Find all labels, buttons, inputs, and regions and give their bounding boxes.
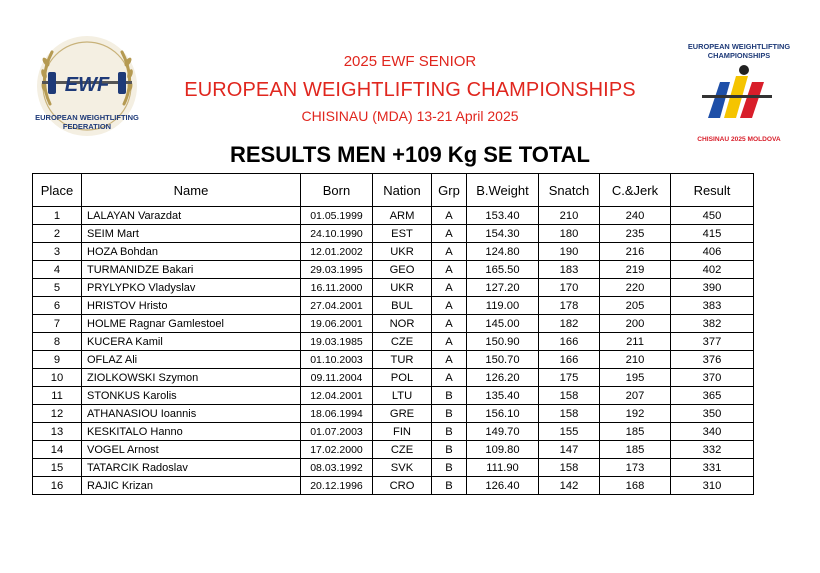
table-header-row	[33, 174, 754, 207]
place-cell: 7	[33, 315, 82, 333]
table-row	[33, 225, 754, 243]
place-cell: 15	[33, 459, 82, 477]
result-cell: 370	[671, 369, 754, 387]
clean-jerk-cell: 220	[600, 279, 671, 297]
name-cell: PRYLYPKO Vladyslav	[82, 279, 301, 297]
clean-jerk-cell: 192	[600, 405, 671, 423]
clean-jerk-cell: 185	[600, 441, 671, 459]
championships-logo-icon	[680, 40, 798, 148]
bodyweight-cell: 149.70	[467, 423, 539, 441]
nation-cell: SVK	[373, 459, 432, 477]
name-cell: VOGEL Arnost	[82, 441, 301, 459]
name-cell: LALAYAN Varazdat	[82, 207, 301, 225]
column-header: C.&Jerk	[600, 174, 671, 207]
table-row	[33, 297, 754, 315]
bodyweight-cell: 154.30	[467, 225, 539, 243]
place-cell: 12	[33, 405, 82, 423]
column-header: Name	[82, 174, 301, 207]
group-cell: B	[432, 423, 467, 441]
born-cell: 09.11.2004	[301, 369, 373, 387]
clean-jerk-cell: 168	[600, 477, 671, 495]
born-cell: 27.04.2001	[301, 297, 373, 315]
result-cell: 365	[671, 387, 754, 405]
bodyweight-cell: 119.00	[467, 297, 539, 315]
snatch-cell: 183	[539, 261, 600, 279]
born-cell: 20.12.1996	[301, 477, 373, 495]
snatch-cell: 190	[539, 243, 600, 261]
group-cell: A	[432, 351, 467, 369]
group-cell: A	[432, 333, 467, 351]
nation-cell: TUR	[373, 351, 432, 369]
table-row	[33, 441, 754, 459]
clean-jerk-cell: 219	[600, 261, 671, 279]
nation-cell: FIN	[373, 423, 432, 441]
nation-cell: LTU	[373, 387, 432, 405]
group-cell: A	[432, 261, 467, 279]
bodyweight-cell: 127.20	[467, 279, 539, 297]
name-cell: KUCERA Kamil	[82, 333, 301, 351]
table-row	[33, 387, 754, 405]
bodyweight-cell: 153.40	[467, 207, 539, 225]
nation-cell: POL	[373, 369, 432, 387]
results-table	[32, 173, 754, 495]
snatch-cell: 158	[539, 405, 600, 423]
table-body	[33, 207, 754, 495]
result-cell: 332	[671, 441, 754, 459]
snatch-cell: 182	[539, 315, 600, 333]
born-cell: 16.11.2000	[301, 279, 373, 297]
born-cell: 19.03.1985	[301, 333, 373, 351]
bodyweight-cell: 111.90	[467, 459, 539, 477]
clean-jerk-cell: 240	[600, 207, 671, 225]
nation-cell: EST	[373, 225, 432, 243]
nation-cell: NOR	[373, 315, 432, 333]
name-cell: ATHANASIOU Ioannis	[82, 405, 301, 423]
group-cell: A	[432, 225, 467, 243]
nation-cell: CRO	[373, 477, 432, 495]
table-row	[33, 369, 754, 387]
table-row	[33, 477, 754, 495]
group-cell: A	[432, 207, 467, 225]
svg-text:EUROPEAN WEIGHTLIFTING: EUROPEAN WEIGHTLIFTING	[35, 113, 139, 122]
group-cell: A	[432, 315, 467, 333]
clean-jerk-cell: 235	[600, 225, 671, 243]
place-cell: 14	[33, 441, 82, 459]
bodyweight-cell: 150.90	[467, 333, 539, 351]
result-cell: 376	[671, 351, 754, 369]
table-row	[33, 261, 754, 279]
snatch-cell: 155	[539, 423, 600, 441]
clean-jerk-cell: 210	[600, 351, 671, 369]
bodyweight-cell: 126.20	[467, 369, 539, 387]
born-cell: 29.03.1995	[301, 261, 373, 279]
snatch-cell: 166	[539, 333, 600, 351]
born-cell: 18.06.1994	[301, 405, 373, 423]
clean-jerk-cell: 207	[600, 387, 671, 405]
table-row	[33, 243, 754, 261]
bodyweight-cell: 165.50	[467, 261, 539, 279]
born-cell: 24.10.1990	[301, 225, 373, 243]
place-cell: 1	[33, 207, 82, 225]
event-title: EUROPEAN WEIGHTLIFTING CHAMPIONSHIPS	[184, 79, 636, 101]
clean-jerk-cell: 200	[600, 315, 671, 333]
name-cell: RAJIC Krizan	[82, 477, 301, 495]
table-row	[33, 207, 754, 225]
place-cell: 10	[33, 369, 82, 387]
group-cell: B	[432, 387, 467, 405]
column-header: Grp	[432, 174, 467, 207]
event-subtitle: 2025 EWF SENIOR	[343, 53, 477, 70]
born-cell: 17.02.2000	[301, 441, 373, 459]
snatch-cell: 147	[539, 441, 600, 459]
table-row	[33, 315, 754, 333]
name-cell: KESKITALO Hanno	[82, 423, 301, 441]
group-cell: A	[432, 297, 467, 315]
group-cell: B	[432, 405, 467, 423]
snatch-cell: 158	[539, 387, 600, 405]
svg-text:EWF: EWF	[64, 74, 110, 96]
bodyweight-cell: 126.40	[467, 477, 539, 495]
name-cell: HRISTOV Hristo	[82, 297, 301, 315]
group-cell: A	[432, 279, 467, 297]
result-cell: 350	[671, 405, 754, 423]
born-cell: 01.07.2003	[301, 423, 373, 441]
bodyweight-cell: 156.10	[467, 405, 539, 423]
svg-text:CHISINAU 2025 MOLDOVA: CHISINAU 2025 MOLDOVA	[697, 136, 781, 143]
born-cell: 19.06.2001	[301, 315, 373, 333]
ewf-logo-icon	[28, 34, 146, 144]
bodyweight-cell: 135.40	[467, 387, 539, 405]
table-row	[33, 405, 754, 423]
born-cell: 01.10.2003	[301, 351, 373, 369]
clean-jerk-cell: 205	[600, 297, 671, 315]
table-row	[33, 279, 754, 297]
place-cell: 2	[33, 225, 82, 243]
result-cell: 415	[671, 225, 754, 243]
place-cell: 3	[33, 243, 82, 261]
born-cell: 12.04.2001	[301, 387, 373, 405]
table-row	[33, 423, 754, 441]
bodyweight-cell: 109.80	[467, 441, 539, 459]
group-cell: B	[432, 477, 467, 495]
column-header: Nation	[373, 174, 432, 207]
nation-cell: CZE	[373, 333, 432, 351]
column-header: Result	[671, 174, 754, 207]
clean-jerk-cell: 216	[600, 243, 671, 261]
result-cell: 402	[671, 261, 754, 279]
clean-jerk-cell: 211	[600, 333, 671, 351]
snatch-cell: 158	[539, 459, 600, 477]
name-cell: SEIM Mart	[82, 225, 301, 243]
snatch-cell: 175	[539, 369, 600, 387]
place-cell: 6	[33, 297, 82, 315]
column-header: B.Weight	[467, 174, 539, 207]
result-cell: 340	[671, 423, 754, 441]
snatch-cell: 180	[539, 225, 600, 243]
name-cell: HOLME Ragnar Gamlestoel	[82, 315, 301, 333]
table-row	[33, 459, 754, 477]
table-row	[33, 351, 754, 369]
nation-cell: UKR	[373, 279, 432, 297]
name-cell: HOZA Bohdan	[82, 243, 301, 261]
svg-text:CHAMPIONSHIPS: CHAMPIONSHIPS	[707, 51, 771, 60]
nation-cell: UKR	[373, 243, 432, 261]
snatch-cell: 178	[539, 297, 600, 315]
bodyweight-cell: 124.80	[467, 243, 539, 261]
name-cell: ZIOLKOWSKI Szymon	[82, 369, 301, 387]
column-header: Born	[301, 174, 373, 207]
clean-jerk-cell: 173	[600, 459, 671, 477]
event-location-dates: CHISINAU (MDA) 13-21 April 2025	[301, 108, 519, 124]
group-cell: B	[432, 441, 467, 459]
result-cell: 310	[671, 477, 754, 495]
snatch-cell: 210	[539, 207, 600, 225]
place-cell: 9	[33, 351, 82, 369]
column-header: Snatch	[539, 174, 600, 207]
result-cell: 406	[671, 243, 754, 261]
result-cell: 382	[671, 315, 754, 333]
bodyweight-cell: 145.00	[467, 315, 539, 333]
result-cell: 377	[671, 333, 754, 351]
born-cell: 08.03.1992	[301, 459, 373, 477]
place-cell: 5	[33, 279, 82, 297]
born-cell: 01.05.1999	[301, 207, 373, 225]
name-cell: TATARCIK Radoslav	[82, 459, 301, 477]
place-cell: 8	[33, 333, 82, 351]
name-cell: STONKUS Karolis	[82, 387, 301, 405]
place-cell: 4	[33, 261, 82, 279]
name-cell: TURMANIDZE Bakari	[82, 261, 301, 279]
nation-cell: GRE	[373, 405, 432, 423]
clean-jerk-cell: 195	[600, 369, 671, 387]
group-cell: A	[432, 369, 467, 387]
clean-jerk-cell: 185	[600, 423, 671, 441]
nation-cell: CZE	[373, 441, 432, 459]
result-cell: 331	[671, 459, 754, 477]
name-cell: OFLAZ Ali	[82, 351, 301, 369]
place-cell: 11	[33, 387, 82, 405]
result-cell: 383	[671, 297, 754, 315]
page-title: RESULTS MEN +109 Kg SE TOTAL	[229, 142, 590, 167]
snatch-cell: 142	[539, 477, 600, 495]
group-cell: B	[432, 459, 467, 477]
snatch-cell: 170	[539, 279, 600, 297]
table-row	[33, 333, 754, 351]
bodyweight-cell: 150.70	[467, 351, 539, 369]
svg-text:FEDERATION: FEDERATION	[62, 122, 112, 131]
result-cell: 450	[671, 207, 754, 225]
result-cell: 390	[671, 279, 754, 297]
place-cell: 13	[33, 423, 82, 441]
column-header: Place	[33, 174, 82, 207]
born-cell: 12.01.2002	[301, 243, 373, 261]
nation-cell: ARM	[373, 207, 432, 225]
group-cell: A	[432, 243, 467, 261]
place-cell: 16	[33, 477, 82, 495]
nation-cell: GEO	[373, 261, 432, 279]
snatch-cell: 166	[539, 351, 600, 369]
svg-text:EUROPEAN WEIGHTLIFTING: EUROPEAN WEIGHTLIFTING	[687, 42, 791, 51]
nation-cell: BUL	[373, 297, 432, 315]
